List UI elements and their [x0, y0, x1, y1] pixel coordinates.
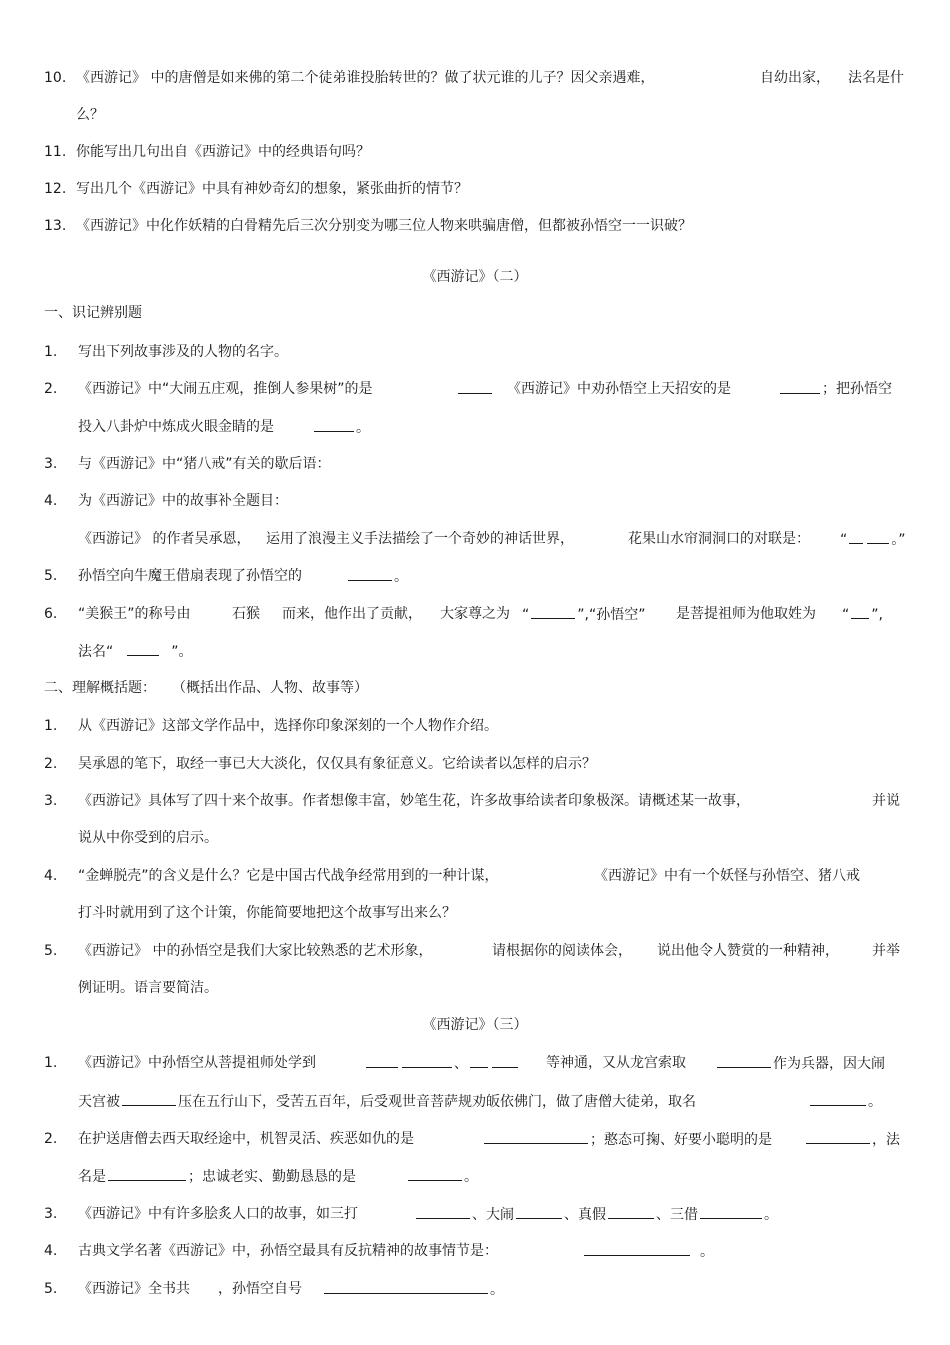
answer-blank[interactable] — [470, 1053, 488, 1068]
p2-u3-text-b: 并说 — [872, 793, 900, 809]
p2-q6-text-k: ”。 — [171, 644, 193, 660]
answer-blank[interactable] — [492, 1053, 518, 1068]
p2-q6-text-f: ”,“孙悟空” — [577, 607, 646, 623]
p2-q6-number: 6. — [44, 606, 58, 622]
answer-blank[interactable] — [416, 1204, 470, 1219]
p2-q2-text-d: 投入八卦炉中炼成火眼金睛的是 — [78, 419, 274, 435]
p2-u5-text-a: 《西游记》 中的孙悟空是我们大家比较熟悉的艺术形象， — [78, 943, 433, 959]
note-text-a: 《西游记》 的作者吴承恩， — [78, 531, 251, 547]
section-title-two: 《西游记》（二） — [422, 269, 528, 285]
answer-blank[interactable] — [867, 529, 889, 544]
p2-q6-text-c: 而来，他作出了贡献， — [282, 606, 422, 622]
p3-q4-number: 4. — [44, 1243, 58, 1259]
p2-u1-text: 从《西游记》这部文学作品中，选择你印象深刻的一个人物作介绍。 — [78, 718, 498, 734]
p3-q3-number: 3. — [44, 1206, 58, 1222]
section-heading-recognition: 一、识记辨别题 — [44, 305, 142, 321]
p3-q3-text-b: 、大闹 — [472, 1207, 514, 1223]
p3-q3-text-a: 《西游记》中有许多脍炙人口的故事，如三打 — [78, 1206, 358, 1222]
q11-text: 你能写出几句出自《西游记》中的经典语句吗？ — [76, 144, 370, 160]
p2-u3-continued: 说从中你受到的启示。 — [78, 830, 218, 846]
answer-blank[interactable] — [108, 1166, 186, 1181]
answer-blank[interactable] — [402, 1053, 452, 1068]
p3-q5-number: 5. — [44, 1281, 58, 1297]
answer-blank[interactable] — [408, 1166, 462, 1181]
p2-q2-text-c: ；把孙悟空 — [822, 381, 892, 397]
p2-q3-text: 与《西游记》中“猪八戒”有关的歇后语： — [78, 456, 331, 472]
p2-u2-number: 2. — [44, 756, 58, 772]
p2-q2-number: 2. — [44, 381, 58, 397]
p3-q5-text-c: 。 — [490, 1282, 504, 1298]
answer-blank[interactable] — [366, 1053, 398, 1068]
answer-blank[interactable] — [324, 1279, 488, 1294]
q10-text-c: 法名是什 — [848, 70, 904, 86]
answer-blank[interactable] — [458, 379, 492, 394]
q12-number: 12. — [44, 181, 67, 197]
answer-blank[interactable] — [127, 641, 159, 656]
answer-blank[interactable] — [531, 604, 575, 619]
p3-q2-number: 2. — [44, 1131, 58, 1147]
p3-q3-text-d: 、三借 — [656, 1207, 698, 1223]
p2-q1-text: 写出下列故事涉及的人物的名字。 — [78, 344, 288, 360]
p3-q4-text-b: 。 — [700, 1244, 714, 1260]
p2-q2-text-b: 《西游记》中劝孙悟空上天招安的是 — [507, 381, 731, 397]
p2-q4-text: 为《西游记》中的故事补全题目： — [78, 493, 288, 509]
q13-text: 《西游记》中化作妖精的白骨精先后三次分别变为哪三位人物来哄骗唐僧，但都被孙悟空一一识破？ — [76, 218, 692, 234]
note-text-c: 花果山水帘洞洞口的对联是： — [628, 531, 810, 547]
section-title-three: 《西游记》（三） — [422, 1017, 528, 1033]
answer-blank[interactable] — [314, 417, 354, 432]
p2-q6-text-j: 法名“ — [78, 644, 114, 660]
p3-q5-text-a: 《西游记》全书共 — [78, 1281, 190, 1297]
q11-number: 11. — [44, 144, 67, 160]
p2-q6-text-e: “ — [522, 607, 530, 623]
answer-blank[interactable] — [516, 1204, 562, 1219]
p2-q4-number: 4. — [44, 493, 58, 509]
answer-blank[interactable] — [348, 566, 392, 581]
p2-u5-text-c: 说出他令人赞赏的一种精神， — [657, 943, 839, 959]
p3-q1-text-e: 天宫被 — [78, 1094, 120, 1110]
p2-u5-text-b: 请根据你的阅读体会， — [492, 943, 632, 959]
answer-blank[interactable] — [584, 1241, 690, 1256]
answer-blank[interactable] — [700, 1204, 762, 1219]
p2-u5-continued: 例证明。语言要简洁。 — [78, 980, 218, 996]
p3-q2-text-a: 在护送唐僧去西天取经途中，机智灵活、疾恶如仇的是 — [78, 1131, 414, 1147]
p2-u3-text-a: 《西游记》具体写了四十来个故事。作者想像丰富，妙笔生花，许多故事给读者印象极深。请概述某一故事， — [78, 793, 750, 809]
answer-blank[interactable] — [608, 1204, 654, 1219]
p3-q1-number: 1. — [44, 1055, 58, 1071]
p2-q3-number: 3. — [44, 456, 58, 472]
p3-q2-text-f: 。 — [464, 1169, 478, 1185]
p2-u5-number: 5. — [44, 943, 58, 959]
p2-u4-continued: 打斗时就用到了这个计策，你能简要地把这个故事写出来么？ — [78, 905, 456, 921]
p3-q1-text-f: 压在五行山下，受苦五百年，后受观世音菩萨规劝皈依佛门，做了唐僧大徒弟，取名 — [178, 1094, 696, 1110]
p2-u2-text: 吴承恩的笔下，取经一事已大大淡化，仅仅具有象征意义。它给读者以怎样的启示？ — [78, 756, 596, 772]
p2-q2-text-e: 。 — [356, 420, 370, 436]
answer-blank[interactable] — [717, 1053, 771, 1068]
q13-number: 13. — [44, 218, 67, 234]
note-close-quote: 。” — [891, 532, 906, 548]
p3-q1-text-a: 《西游记》中孙悟空从菩提祖师处学到 — [78, 1055, 316, 1071]
p2-q6-text-d: 大家尊之为 — [440, 606, 510, 622]
p2-q6-text-g: 是菩提祖师为他取姓为 — [676, 606, 816, 622]
q10-continued: 么？ — [76, 107, 104, 123]
p3-q5-text-b: ，孙悟空自号 — [218, 1281, 302, 1297]
p2-q1-number: 1. — [44, 344, 58, 360]
p2-q5-text-a: 孙悟空向牛魔王借扇表现了孙悟空的 — [78, 568, 302, 584]
q10-text-a: 《西游记》 中的唐僧是如来佛的第二个徒弟谁投胎转世的？做了状元谁的儿子？因父亲遇难， — [76, 70, 655, 86]
p2-q6-text-b: 石猴 — [232, 606, 260, 622]
p2-q6-text-i: ”, — [871, 607, 883, 623]
p3-q1-text-d: 作为兵器，因大闹 — [773, 1056, 885, 1072]
answer-blank[interactable] — [484, 1129, 588, 1144]
p2-q5-number: 5. — [44, 568, 58, 584]
p3-q2-text-b: ；憨态可掬、好要小聪明的是 — [590, 1132, 772, 1148]
p3-q4-text-a: 古典文学名著《西游记》中，孙悟空最具有反抗精神的故事情节是： — [78, 1243, 498, 1259]
answer-blank[interactable] — [780, 379, 820, 394]
q10-number: 10. — [44, 70, 67, 86]
answer-blank[interactable] — [810, 1091, 866, 1106]
p3-q2-text-c: ，法 — [872, 1132, 900, 1148]
p2-q6-text-h: “ — [842, 607, 850, 623]
p3-q2-text-d: 名是 — [78, 1169, 106, 1185]
answer-blank[interactable] — [806, 1129, 870, 1144]
p3-q3-text-e: 。 — [764, 1207, 778, 1223]
p2-q2-text-a: 《西游记》中“大闹五庄观，推倒人参果树”的是 — [78, 381, 373, 397]
p3-q1-text-c: 等神通，又从龙宫索取 — [546, 1055, 686, 1071]
answer-blank[interactable] — [849, 529, 863, 544]
p2-u4-number: 4. — [44, 868, 58, 884]
p2-q6-text-a: “美猴王”的称号由 — [78, 606, 191, 622]
p2-u4-text-a: “金蝉脱壳”的含义是什么？它是中国古代战争经常用到的一种计谋， — [78, 868, 499, 884]
p2-u5-text-d: 并举 — [872, 943, 900, 959]
p3-q1-text-b: 、 — [454, 1056, 468, 1072]
answer-blank[interactable] — [851, 604, 869, 619]
section-heading-comprehension: 二、理解概括题： — [44, 680, 156, 696]
p3-q3-text-c: 、真假 — [564, 1207, 606, 1223]
p3-q2-text-e: ；忠诚老实、勤勤恳恳的是 — [188, 1169, 356, 1185]
section-heading-comprehension-note: （概括出作品、人物、故事等） — [172, 680, 368, 696]
p2-u4-text-b: 《西游记》中有一个妖怪与孙悟空、猪八戒 — [594, 868, 860, 884]
p2-u1-number: 1. — [44, 718, 58, 734]
answer-blank[interactable] — [122, 1091, 176, 1106]
p2-q5-text-b: 。 — [394, 569, 408, 585]
q12-text: 写出几个《西游记》中具有神妙奇幻的想象，紧张曲折的情节？ — [76, 181, 468, 197]
p3-q1-text-g: 。 — [868, 1094, 882, 1110]
p2-u3-number: 3. — [44, 793, 58, 809]
note-text-b: 运用了浪漫主义手法描绘了一个奇妙的神话世界， — [266, 531, 574, 547]
q10-text-b: 自幼出家， — [760, 70, 830, 86]
note-open-quote: “ — [840, 532, 848, 548]
